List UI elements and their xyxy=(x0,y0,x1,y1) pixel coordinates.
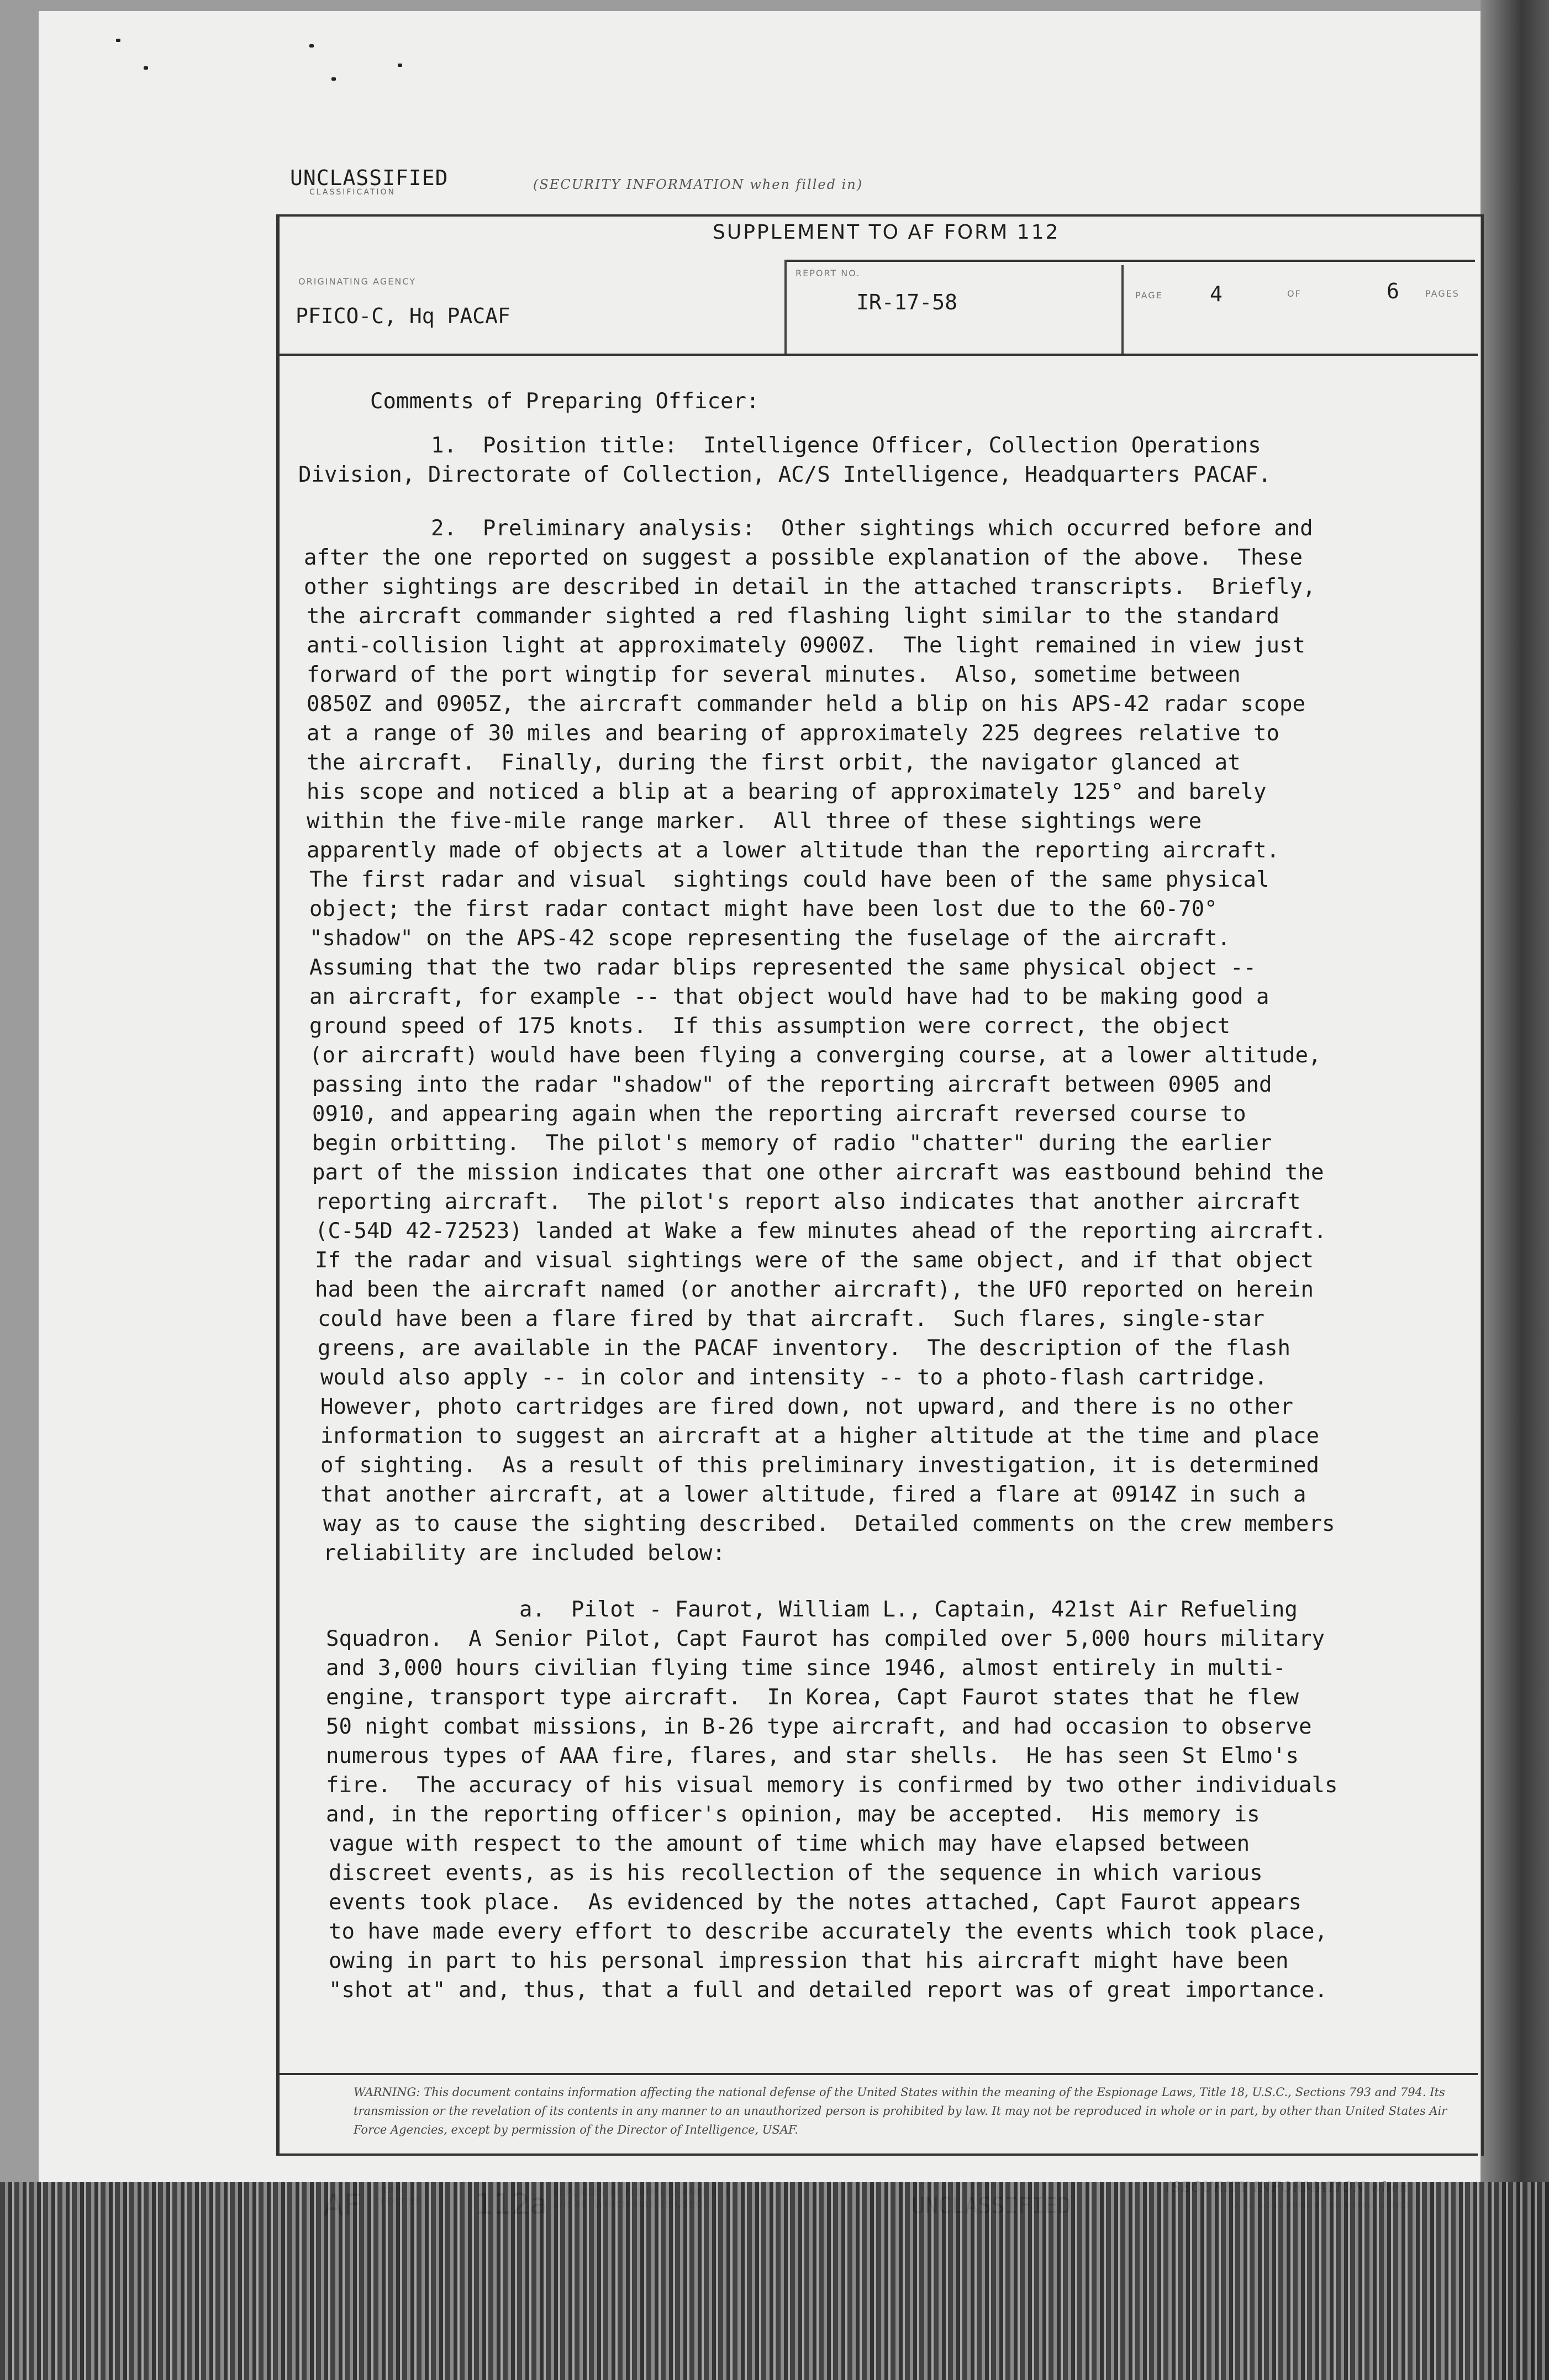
body-line: owing in part to his personal impression that his aircraft might have been xyxy=(329,1949,1289,1973)
body-line: that another aircraft, at a lower altitude, fired a flare at 0914Z in such a xyxy=(320,1482,1306,1507)
body-line: Assuming that the two radar blips represented the same physical object -- xyxy=(309,955,1257,980)
body-line: would also apply -- in color and intensity -- to a photo-flash cartridge. xyxy=(320,1365,1268,1390)
body-line: 0850Z and 0905Z, the aircraft commander held a blip on his APS-42 radar scope xyxy=(307,692,1305,717)
body-line: engine, transport type aircraft. In Korea, Capt Faurot states that he flew xyxy=(326,1685,1299,1710)
body-line: the aircraft. Finally, during the first orbit, the navigator glanced at xyxy=(307,750,1241,775)
body-line: Squadron. A Senior Pilot, Capt Faurot has compiled over 5,000 hours military xyxy=(326,1626,1325,1651)
body-line: and 3,000 hours civilian flying time since 1946, almost entirely in multi- xyxy=(326,1656,1286,1681)
body-line: 0910, and appearing again when the reporting aircraft reversed course to xyxy=(312,1102,1246,1126)
body-line: anti-collision light at approximately 0900Z. The light remained in view just xyxy=(307,633,1305,658)
body-line: reporting aircraft. The pilot's report also indicates that another aircraft xyxy=(315,1189,1301,1214)
body-line: "shot at" and, thus, that a full and detailed report was of great importance. xyxy=(329,1978,1327,2003)
body-line: begin orbitting. The pilot's memory of radio "chatter" during the earlier xyxy=(312,1131,1272,1156)
top-classification: UNCLASSIFIED xyxy=(290,166,449,190)
body-line: discreet events, as is his recollection of the sequence in which various xyxy=(329,1861,1263,1886)
body-line: ground speed of 175 knots. If this assumption were correct, the object xyxy=(309,1014,1231,1039)
body-line: events took place. As evidenced by the notes attached, Capt Faurot appears xyxy=(329,1890,1302,1915)
scan-speck xyxy=(116,39,120,42)
scan-speck xyxy=(309,44,314,48)
body-line: information to suggest an aircraft at a higher altitude at the time and place xyxy=(320,1424,1319,1449)
body-line: "shadow" on the APS-42 scope representing the fuselage of the aircraft. xyxy=(309,926,1231,951)
body-line: and, in the reporting officer's opinion, may be accepted. His memory is xyxy=(326,1802,1260,1827)
top-security-note: (SECURITY INFORMATION when filled in) xyxy=(533,177,863,192)
body-line: reliability are included below: xyxy=(323,1541,725,1566)
agency-value: PFICO-C, Hq PACAF xyxy=(296,304,510,328)
body-line: fire. The accuracy of his visual memory is confirmed by two other individuals xyxy=(326,1773,1338,1798)
body-line: part of the mission indicates that one other aircraft was eastbound behind the xyxy=(312,1160,1324,1185)
body-line: However, photo cartridges are fired down, not upward, and there is no other xyxy=(320,1394,1293,1419)
scan-edge xyxy=(1480,0,1549,2380)
of-label: OF xyxy=(1287,288,1302,299)
body-line: had been the aircraft named (or another aircraft), the UFO reported on herein xyxy=(315,1277,1314,1302)
scan-speck xyxy=(398,64,402,67)
warning-rule xyxy=(276,2073,1478,2075)
body-line: forward of the port wingtip for several minutes. Also, sometime between xyxy=(307,662,1241,687)
body-line: (or aircraft) would have been flying a converging course, at a lower altitude, xyxy=(309,1043,1321,1068)
body-line: The first radar and visual sightings could have been of the same physical xyxy=(309,867,1269,892)
agency-label: ORIGINATING AGENCY xyxy=(298,276,416,287)
header-bottom-rule xyxy=(276,354,1478,356)
espionage-warning: WARNING: This document contains information affecting the national defense of the United States within the meaning of the Espionage Laws, Title 18, U.S.C., Sections 793 and 794. Its transmission or the revelation of its contents in any manner to an unauthorized person is prohibited by law. It may not be reproduced in whole or in part, by other than United States Air Force Agencies, except by permission of the Director of Intelligence, USAF. xyxy=(354,2086,1447,2136)
scan-speck xyxy=(144,66,148,70)
body-line: an aircraft, for example -- that object would have had to be making good a xyxy=(309,984,1269,1009)
body-line: numerous types of AAA fire, flares, and star shells. He has seen St Elmo's xyxy=(326,1744,1299,1768)
body-line: a. Pilot - Faurot, William L., Captain, 421st Air Refueling xyxy=(519,1597,1298,1622)
top-classification-caption: CLASSIFICATION xyxy=(309,188,396,197)
scan-noise xyxy=(0,2182,1549,2380)
body-line: to have made every effort to describe accurately the events which took place, xyxy=(329,1919,1327,1944)
body-line: his scope and noticed a blip at a bearing of approximately 125° and barely xyxy=(307,780,1267,804)
body-line: way as to cause the sighting described. Detailed comments on the crew members xyxy=(323,1512,1335,1536)
report-value: IR-17-58 xyxy=(856,290,958,314)
body-line: If the radar and visual sightings were of the same object, and if that object xyxy=(315,1248,1314,1273)
footer-rule xyxy=(276,2153,1478,2156)
header-divider xyxy=(1121,265,1124,354)
body-line: Division, Directorate of Collection, AC/S Intelligence, Headquarters PACAF. xyxy=(298,462,1271,487)
body-line: 1. Position title: Intelligence Officer, Collection Operations xyxy=(431,433,1261,458)
body-line: at a range of 30 miles and bearing of approximately 225 degrees relative to xyxy=(307,721,1279,746)
of-value: 6 xyxy=(1387,279,1399,303)
header-rule xyxy=(784,260,1475,262)
report-label: REPORT NO. xyxy=(795,268,861,278)
page-value: 4 xyxy=(1210,282,1223,306)
body-line: other sightings are described in detail in the attached transcripts. Briefly, xyxy=(304,575,1316,599)
pages-label: PAGES xyxy=(1425,288,1460,299)
form-title: SUPPLEMENT TO AF FORM 112 xyxy=(713,221,1060,244)
header-divider xyxy=(784,260,787,354)
body-line: passing into the radar "shadow" of the reporting aircraft between 0905 and xyxy=(312,1072,1272,1097)
body-line: 2. Preliminary analysis: Other sightings which occurred before and xyxy=(431,516,1313,541)
section-heading: Comments of Preparing Officer: xyxy=(370,389,760,414)
body-line: 50 night combat missions, in B-26 type aircraft, and had occasion to observe xyxy=(326,1714,1312,1739)
body-line: within the five-mile range marker. All three of these sightings were xyxy=(307,809,1202,834)
body-line: could have been a flare fired by that aircraft. Such flares, single-star xyxy=(318,1307,1265,1331)
body-line: of sighting. As a result of this preliminary investigation, it is determined xyxy=(320,1453,1319,1478)
body-line: greens, are available in the PACAF inventory. The description of the flash xyxy=(318,1336,1290,1361)
page-label: PAGE xyxy=(1135,290,1163,301)
body-line: apparently made of objects at a lower altitude than the reporting aircraft. xyxy=(307,838,1279,863)
body-line: after the one reported on suggest a possible explanation of the above. These xyxy=(304,545,1303,570)
scan-speck xyxy=(331,77,336,81)
body-line: object; the first radar contact might have been lost due to the 60-70° xyxy=(309,897,1218,922)
body-line: vague with respect to the amount of time which may have elapsed between xyxy=(329,1831,1250,1856)
body-line: the aircraft commander sighted a red flashing light similar to the standard xyxy=(307,604,1279,629)
body-line: (C-54D 42-72523) landed at Wake a few minutes ahead of the reporting aircraft. xyxy=(315,1219,1327,1244)
